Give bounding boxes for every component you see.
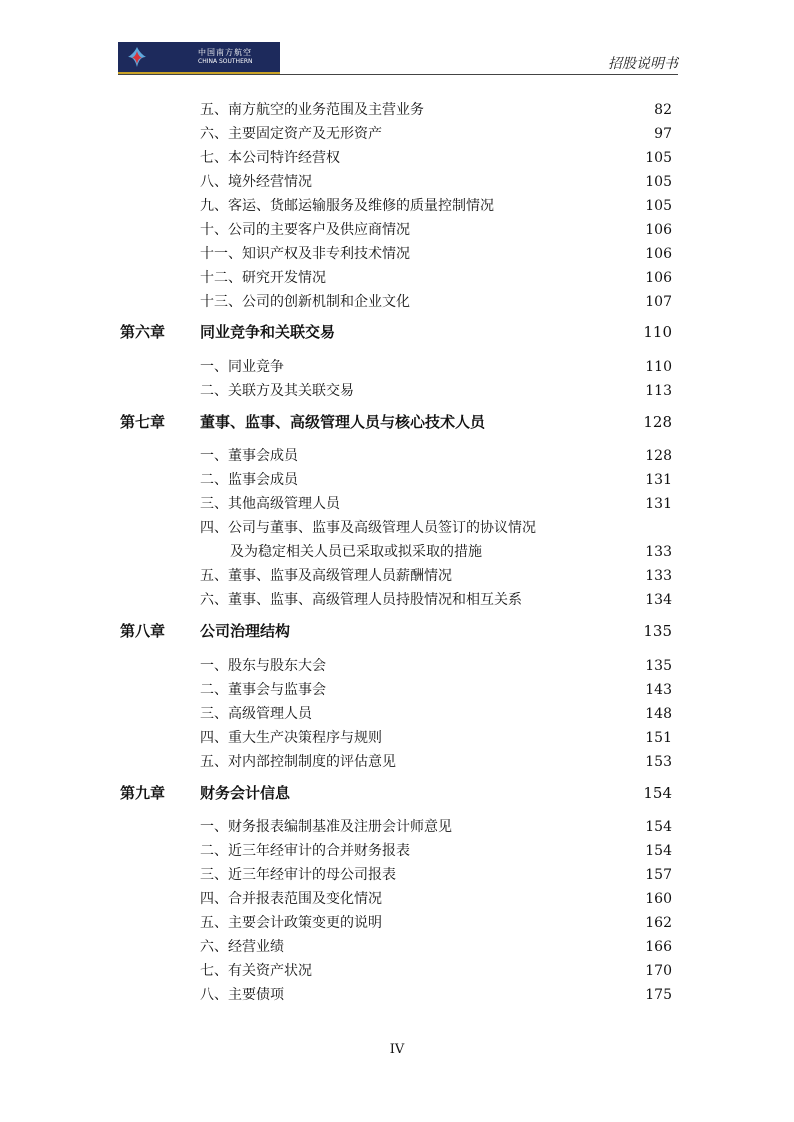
- toc-entry-title: 十、公司的主要客户及供应商情况: [200, 222, 410, 238]
- toc-page-number: 153: [645, 754, 672, 770]
- toc-entry-title: 六、经营业绩: [200, 939, 284, 955]
- toc-entry[interactable]: [200, 381, 354, 401]
- toc-chapter-heading[interactable]: [0, 412, 794, 432]
- toc-entry-title: 十三、公司的创新机制和企业文化: [200, 294, 410, 310]
- toc-entry[interactable]: [200, 985, 284, 1005]
- toc-page-number: 128: [645, 448, 672, 464]
- toc-entry-title: 十一、知识产权及非专利技术情况: [200, 246, 410, 262]
- toc-page-number: 157: [645, 867, 672, 883]
- toc-entry[interactable]: [200, 100, 424, 120]
- chapter-title: 董事、监事、高级管理人员与核心技术人员: [200, 413, 486, 431]
- toc-entry[interactable]: [200, 220, 410, 240]
- toc-entry-title: 七、有关资产状况: [200, 963, 312, 979]
- toc-page-number: 105: [645, 150, 672, 166]
- toc-entry-title: 二、董事会与监事会: [200, 682, 326, 698]
- toc-entry-title: 四、重大生产决策程序与规则: [200, 730, 382, 746]
- toc-entry-title: 二、关联方及其关联交易: [200, 383, 354, 399]
- toc-entry-title: 二、近三年经审计的合并财务报表: [200, 843, 410, 859]
- toc-entry[interactable]: [200, 913, 382, 933]
- toc-entry[interactable]: [200, 590, 522, 610]
- toc-chapter-heading[interactable]: [0, 322, 794, 342]
- toc-page-number: 133: [645, 568, 672, 584]
- toc-page-number: 82: [654, 102, 672, 118]
- toc-page-number: 105: [645, 174, 672, 190]
- document-title: 招股说明书: [608, 56, 678, 72]
- toc-page-number: 154: [645, 819, 672, 835]
- toc-entry-title: 四、合并报表范围及变化情况: [200, 891, 382, 907]
- toc-chapter-heading[interactable]: [0, 621, 794, 641]
- toc-entry-title: 五、董事、监事及高级管理人员薪酬情况: [200, 568, 452, 584]
- toc-entry[interactable]: [200, 817, 452, 837]
- logo-english-name: CHINA SOUTHERN: [198, 58, 253, 65]
- toc-page-number: 107: [645, 294, 672, 310]
- toc-entry-title: 八、主要债项: [200, 987, 284, 1003]
- toc-page-number: 160: [645, 891, 672, 907]
- toc-entry[interactable]: [200, 566, 452, 586]
- chapter-number: 第六章: [120, 323, 166, 341]
- toc-page-number: 110: [643, 323, 672, 341]
- toc-entry[interactable]: [200, 656, 326, 676]
- toc-page-number: 113: [645, 383, 672, 399]
- chapter-title: 公司治理结构: [200, 622, 291, 640]
- toc-entry-title: 七、本公司特许经营权: [200, 150, 340, 166]
- chapter-title: 同业竞争和关联交易: [200, 323, 336, 341]
- chapter-number: 第九章: [120, 784, 166, 802]
- toc-page-number: 106: [645, 270, 672, 286]
- page-number-footer: IV: [389, 1042, 405, 1057]
- toc-entry-title: 四、公司与董事、监事及高级管理人员签订的协议情况: [200, 520, 536, 536]
- toc-page-number: 162: [645, 915, 672, 931]
- chapter-number: 第八章: [120, 622, 166, 640]
- toc-page-number: 175: [645, 987, 672, 1003]
- toc-entry[interactable]: [200, 268, 326, 288]
- toc-entry-title: 一、股东与股东大会: [200, 658, 326, 674]
- toc-page-number: 170: [645, 963, 672, 979]
- toc-entry-title: 一、同业竞争: [200, 359, 284, 375]
- toc-entry[interactable]: [200, 494, 340, 514]
- toc-entry-title: 五、主要会计政策变更的说明: [200, 915, 382, 931]
- toc-page-number: 106: [645, 222, 672, 238]
- toc-page-number: 128: [643, 413, 672, 431]
- toc-entry[interactable]: [200, 518, 536, 538]
- toc-page-number: 154: [643, 784, 672, 802]
- toc-entry[interactable]: [200, 961, 312, 981]
- toc-entry-title: 三、高级管理人员: [200, 706, 312, 722]
- toc-entry[interactable]: [200, 704, 312, 724]
- toc-entry[interactable]: [200, 937, 284, 957]
- toc-entry[interactable]: [200, 728, 382, 748]
- toc-entry[interactable]: [200, 680, 326, 700]
- toc-page-number: 143: [645, 682, 672, 698]
- toc-entry[interactable]: [200, 889, 382, 909]
- toc-entry-title: 五、南方航空的业务范围及主营业务: [200, 102, 424, 118]
- toc-page-number: 131: [645, 472, 672, 488]
- toc-entry[interactable]: [200, 841, 410, 861]
- chapter-title: 财务会计信息: [200, 784, 291, 802]
- toc-entry[interactable]: [200, 172, 312, 192]
- toc-entry-title: 二、监事会成员: [200, 472, 298, 488]
- toc-page-number: 133: [645, 544, 672, 560]
- toc-page-number: 106: [645, 246, 672, 262]
- toc-entry-title: 五、对内部控制制度的评估意见: [200, 754, 396, 770]
- toc-page-number: 135: [645, 658, 672, 674]
- toc-entry[interactable]: [200, 196, 494, 216]
- toc-entry-title-line2: 及为稳定相关人员已采取或拟采取的措施: [230, 544, 482, 560]
- toc-entry[interactable]: [200, 357, 284, 377]
- toc-entry[interactable]: [200, 148, 340, 168]
- toc-entry-title: 十二、研究开发情况: [200, 270, 326, 286]
- toc-entry-title: 八、境外经营情况: [200, 174, 312, 190]
- chapter-number: 第七章: [120, 413, 166, 431]
- toc-page-number: 148: [645, 706, 672, 722]
- toc-page-number: 110: [645, 359, 672, 375]
- toc-entry-title: 三、其他高级管理人员: [200, 496, 340, 512]
- toc-page-number: 154: [645, 843, 672, 859]
- toc-page-number: 151: [645, 730, 672, 746]
- toc-entry-title: 六、董事、监事、高级管理人员持股情况和相互关系: [200, 592, 522, 608]
- toc-entry-continuation[interactable]: [230, 542, 482, 562]
- logo-chinese-name: 中国南方航空: [198, 48, 252, 57]
- toc-page-number: 135: [643, 622, 672, 640]
- toc-entry-title: 六、主要固定资产及无形资产: [200, 126, 382, 142]
- toc-entry[interactable]: [200, 752, 396, 772]
- toc-entry[interactable]: [200, 865, 396, 885]
- toc-chapter-heading[interactable]: [0, 783, 794, 803]
- toc-entry-title: 一、财务报表编制基准及注册会计师意见: [200, 819, 452, 835]
- toc-entry[interactable]: [200, 244, 410, 264]
- toc-page-number: 166: [645, 939, 672, 955]
- toc-entry-title: 三、近三年经审计的母公司报表: [200, 867, 396, 883]
- toc-entry[interactable]: [200, 446, 298, 466]
- toc-page-number: 105: [645, 198, 672, 214]
- toc-page-number: 97: [654, 126, 672, 142]
- toc-entry[interactable]: [200, 292, 410, 312]
- toc-entry[interactable]: [200, 470, 298, 490]
- toc-entry-title: 九、客运、货邮运输服务及维修的质量控制情况: [200, 198, 494, 214]
- toc-page-number: 134: [645, 592, 672, 608]
- toc-entry[interactable]: [200, 124, 382, 144]
- toc-page-number: 131: [645, 496, 672, 512]
- toc-entry-title: 一、董事会成员: [200, 448, 298, 464]
